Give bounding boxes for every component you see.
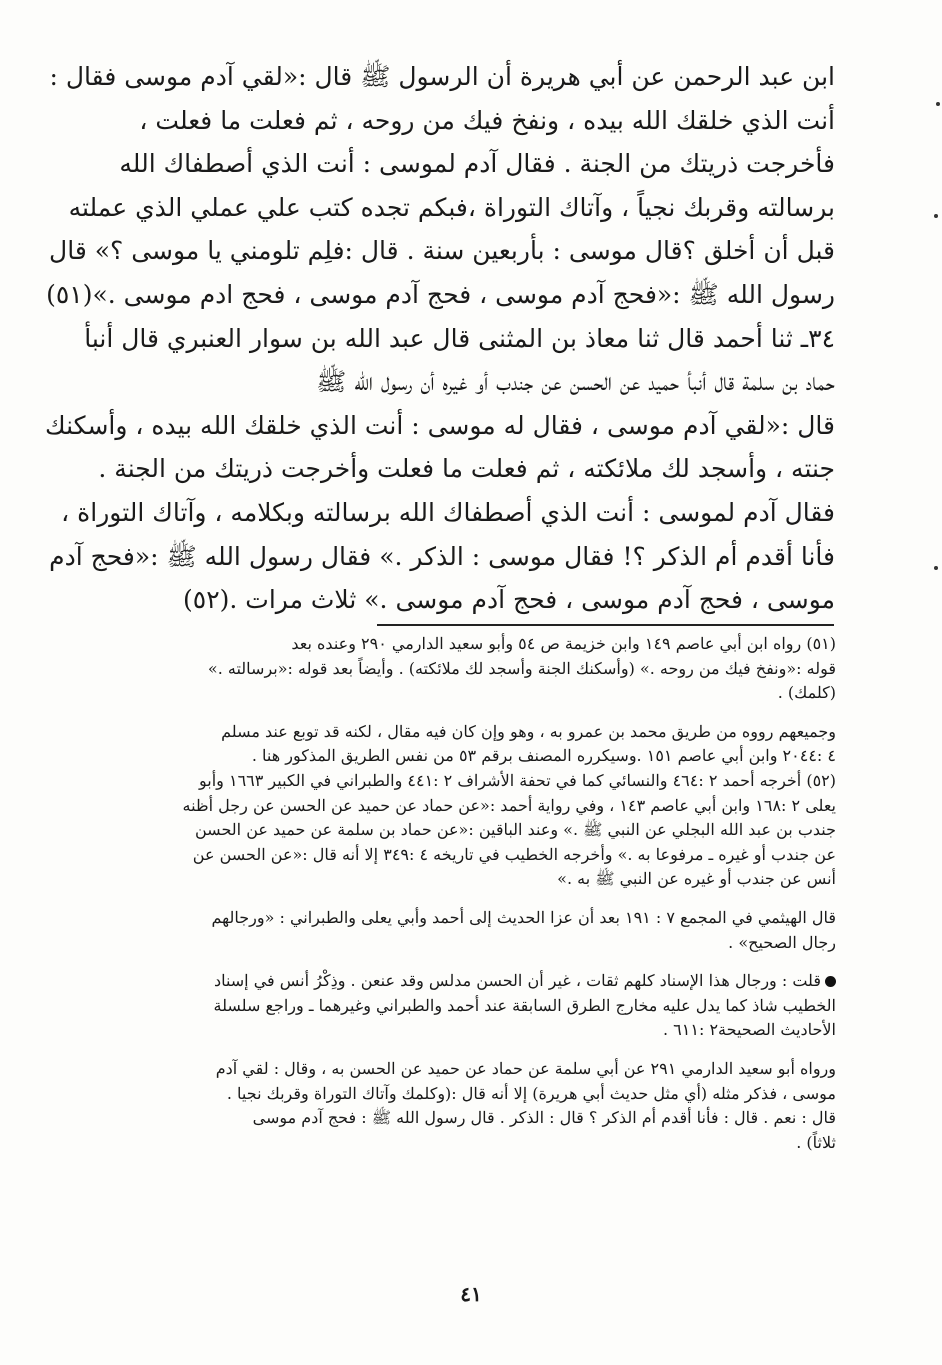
bullet-icon xyxy=(825,976,836,987)
text-line: برسالته وقربك نجياً ، وآتاك التوراة ،فبكم تجده كتب علي عملي الذي عملته xyxy=(68,192,835,222)
text-line: قبل أن أخلق ؟قال موسى : بأربعين سنة . قال :فلِم تلومني يا موسى ؟» قال xyxy=(49,236,835,266)
footnote-block xyxy=(118,632,836,706)
footnote-line: عن جندب أو غيره ـ مرفوعا به .» وأخرجه الخطيب في تاريخه ٤ :٣٤٩ إلا أنه قال :«عن الحسن عن xyxy=(192,844,836,864)
footnote-divider xyxy=(377,624,834,626)
text-line: فأخرجت ذريتك من الجنة . فقال آدم لموسى : أنت الذي أصطفاك الله xyxy=(119,149,835,179)
text-line: فقال آدم لموسى : أنت الذي أصطفاك الله برسالته وبكلامه ، وآتاك التوراة ، xyxy=(61,497,835,527)
footnote-line: قال الهيثمي في المجمع ٧ : ١٩١ بعد أن عزا الحديث إلى أحمد وأبي يعلى والطبراني : «ورجالهم xyxy=(211,907,836,927)
text-line: حماد بن سلمة قال أنبأ حميد عن الحسن عن جندب أو غيره أن رسول الله ﷺ xyxy=(316,367,835,397)
scan-mark xyxy=(934,214,938,218)
page-number: ٤١ xyxy=(460,1282,482,1306)
footnote-line: قال : نعم . قال : فأنا أقدم أم الذكر ؟ قال : الذكر . قال رسول الله ﷺ : فحج آدم موسى xyxy=(252,1108,836,1128)
main-text xyxy=(45,55,835,622)
footnote-line: ثلاثاً) . xyxy=(796,1132,836,1152)
author-comment-block xyxy=(118,969,836,1043)
text-line: ٣٤ـ ثنا أحمد قال ثنا معاذ بن المثنى قال عبد الله بن سوار العنبري قال أنبأ xyxy=(84,323,835,353)
text-line: جنته ، وأسجد لك ملائكته ، ثم فعلت ما فعلت وأخرجت ذريتك من الجنة . xyxy=(98,454,835,484)
footnote-line: ورواه أبو سعيد الدارمي ٢٩١ عن أبي سلمة عن حماد عن حميد عن الحسن به ، وقال : لقي آدم xyxy=(215,1058,836,1078)
footnote-line: جندب بن عبد الله البجلي عن النبي ﷺ .» وعند الباقين :«عن حماد بن سلمة عن حميد عن الحسن xyxy=(195,820,836,840)
footnote-line: الخطيب شاذ كما يدل عليه مخارج الطرق السابقة عند أحمد والطبراني وغيرهما ـ وراجع سلسلة xyxy=(213,995,836,1015)
footnote-line: الأحاديث الصحيحة٢ :٦١١ . xyxy=(663,1020,836,1040)
text-line: موسى ، فحج آدم موسى ، فحج آدم موسى .» ثلاث مرات .(٥٢) xyxy=(183,585,835,615)
text-line: فأنا أقدم أم الذكر ؟! فقال موسى : الذكر .» فقال رسول الله ﷺ :«فحج آدم xyxy=(49,541,835,571)
footnote-line: (كلمك) . xyxy=(777,683,836,703)
footnote-block xyxy=(118,720,836,892)
footnote-block xyxy=(118,1057,836,1155)
text-line: ابن عبد الرحمن عن أبي هريرة أن الرسول ﷺ قال :«لقي آدم موسى فقال : xyxy=(49,62,835,91)
footnote-line: ٤ :٢٠٤٤ وابن أبي عاصم ١٥١ .وسيكرره المصنف برقم ٥٣ من نفس الطريق المذكور هنا . xyxy=(251,746,836,766)
footnote-block xyxy=(118,906,836,955)
footnote-line: موسى ، فذكر مثله (أي مثل حديث أبي هريرة) إلا أنه قال :(وكلمك وآتاك التوراة وقربك نجيا . xyxy=(226,1083,836,1103)
footnote-line: (٥١) رواه ابن أبي عاصم ١٤٩ وابن خزيمة ص ٥٤ وأبو سعيد الدارمي ٢٩٠ وعنده بعد xyxy=(291,634,836,653)
footnote-line: قوله :«ونفخ فيك من روحه .» (وأسكنك الجنة وأسجد لك ملائكته) . وأيضاً بعد قوله :«برسالته .» xyxy=(207,658,836,678)
scan-mark xyxy=(934,566,938,570)
text-line: أنت الذي خلقك الله بيده ، ونفخ فيك من روحه ، ثم فعلت ما فعلت ، xyxy=(139,105,835,135)
footnote-line: (٥٢) أخرجه أحمد ٢ :٤٦٤ والنسائي كما في تحفة الأشراف ٢ :٤٤١ والطبراني في الكبير ١٦٦٣ وأبو xyxy=(198,770,836,790)
footnote-line: يعلى ٢ :١٦٨ وابن أبي عاصم ١٤٣ ، وفي رواية أحمد :«عن حماد عن حميد عن الحسن عن رجل أظنه xyxy=(182,795,836,815)
footnote-line: أنس عن جندب أو غيره عن النبي ﷺ به .» xyxy=(557,869,836,889)
footnote-line: وجميعهم رووه من طريق محمد بن عمرو به ، وهو وإن كان فيه مقال ، لكنه قد توبع عند مسلم xyxy=(221,721,836,741)
text-line: رسول الله ﷺ :«فحج آدم موسى ، فحج آدم موسى ، فحج ادم موسى .»(٥١) xyxy=(46,279,835,309)
scan-mark xyxy=(936,102,940,106)
footnote-line xyxy=(118,969,836,994)
footnotes xyxy=(118,632,836,1169)
footnote-text: قلت : ورجال هذا الإسناد كلهم ثقات ، غير أن الحسن مدلس وقد عنعن . وذِكْرُ أنس في إسناد xyxy=(213,971,821,991)
footnote-line: رجال الصحيح» . xyxy=(728,932,836,952)
text-line: قال :«لقي آدم موسى ، فقال له موسى : أنت الذي خلقك الله بيده ، وأسكنك xyxy=(45,410,835,440)
